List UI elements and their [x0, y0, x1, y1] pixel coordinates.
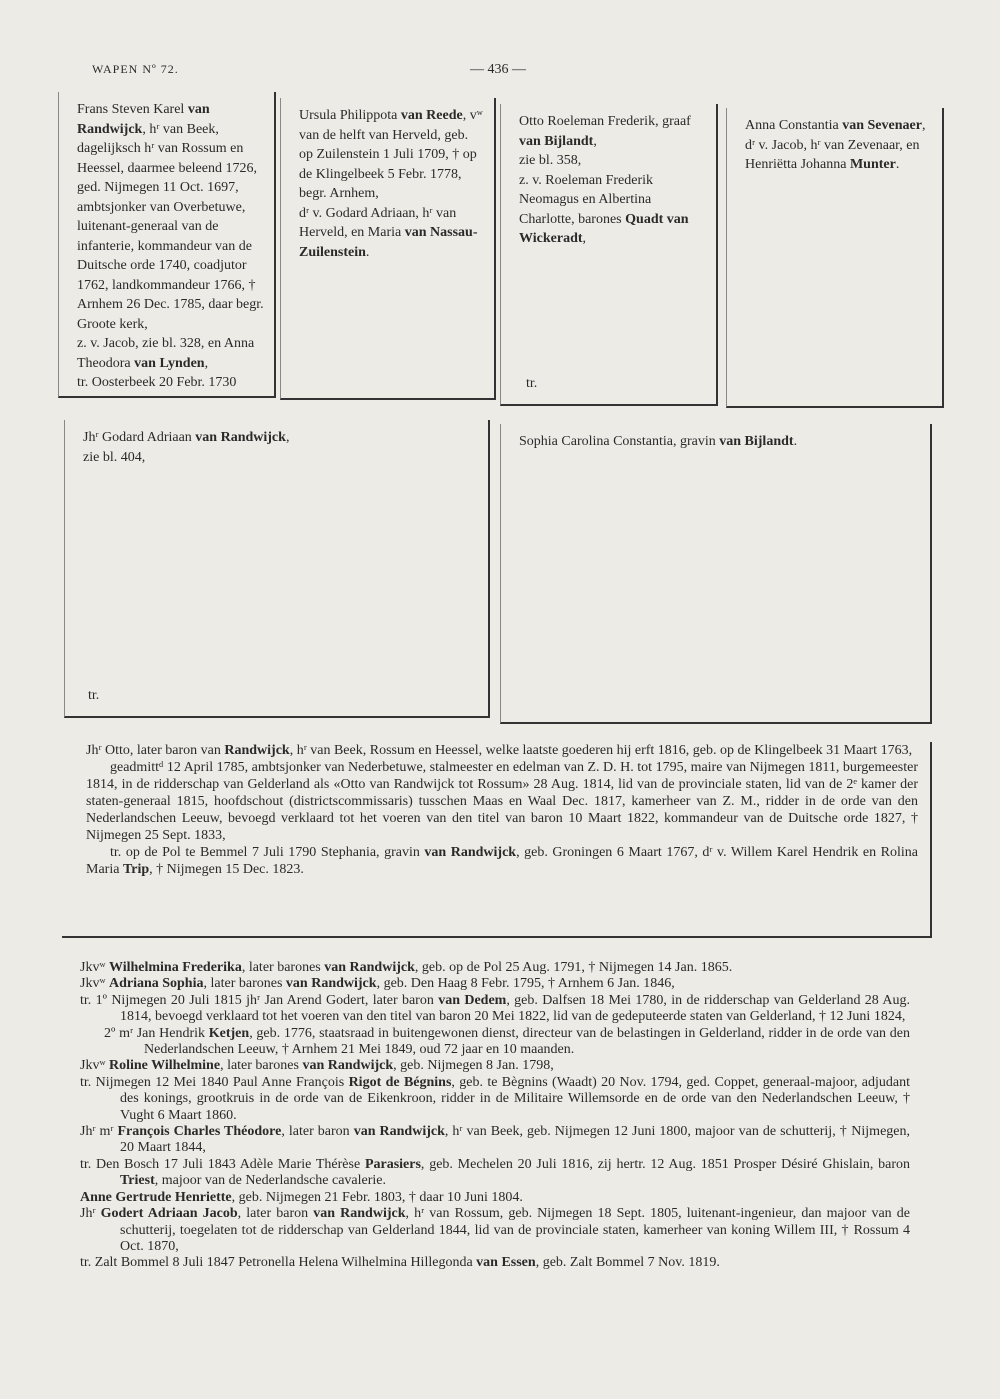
list-item: tr. 1º Nijmegen 20 Juli 1815 jhʳ Jan Arend Godert, later baron van Dedem, geb. Dalfsen 18 Mei 1780, in de ridderschap van Gelderland 28 Aug. 1814, bevoegd verklaard tot het voeren van den titel van baron 20 Mei 1822, lid van de gedeputeerde staten van Gelderland, † 12 Juni 1824, — [80, 992, 910, 1025]
list-item: tr. Zalt Bommel 8 Juli 1847 Petronella Helena Wilhelmina Hillegonda van Essen, geb. Zalt Bommel 7 Nov. 1819. — [80, 1255, 720, 1271]
list-item: Jkvʷ Roline Wilhelmine, later barones van Randwijck, geb. Nijmegen 8 Jan. 1798, — [80, 1058, 554, 1074]
genealogy-box-sophia: Sophia Carolina Constantia, gravin van Bijlandt. — [500, 424, 932, 724]
list-item: Jhʳ mʳ François Charles Théodore, later baron van Randwijck, hʳ van Beek, geb. Nijmegen 12 Juni 1800, majoor van de schutterij, † Nijmegen, 20 Maart 1844, — [80, 1124, 911, 1156]
list-item: tr. Nijmegen 12 Mei 1840 Paul Anne François Rigot de Bégnins, geb. te Bègnins (Waadt) 20 Nov. 1794, ged. Coppet, generaal-majoor, adjudant des konings, grootkruis in de orde van de Eikenkroon, ridder in de Militaire Willemsorde en de orde van den Nederlandschen Leeuw, † Vught 6 Maart 1860. — [80, 1074, 911, 1123]
arms-number: WAPEN Nº 72. — [92, 62, 179, 76]
box-marriage-tr: tr. — [88, 688, 100, 703]
list-item: tr. Den Bosch 17 Juli 1843 Adèle Marie Thérèse Parasiers, geb. Mechelen 20 Juli 1816, zij hertr. 12 Aug. 1851 Prosper Désiré Ghislain, baron Triest, majoor van de Nederlandsche cavalerie. — [80, 1156, 911, 1189]
genealogy-box-ursula: Ursula Philippota van Reede, vʷ van de helft van Herveld, geb. op Zuilenstein 1 Juli 1709, † op de Klingelbeek 5 Febr. 1778, begr. Arnhem, dʳ v. Godard Adriaan, hʳ van Herveld, en Maria van Nassau-Zuilenstein. — [280, 98, 496, 400]
children-list — [80, 960, 910, 1272]
list-item: Jkvʷ Wilhelmina Frederika, later barones van Randwijck, geb. op de Pol 25 Aug. 1791, † Nijmegen 14 Jan. 1865. — [80, 960, 733, 975]
list-item: Jkvʷ Adriana Sophia, later barones van Randwijck, geb. Den Haag 8 Febr. 1795, † Arnhem 6 Jan. 1846, — [80, 976, 675, 992]
genealogy-box-otto-roeleman: Otto Roeleman Frederik, graaf van Bijlandt, zie bl. 358, z. v. Roeleman Frederik Neomagus en Albertina Charlotte, barones Quadt van Wickeradt, — [500, 104, 718, 406]
list-item: Anne Gertrude Henriette, geb. Nijmegen 21 Febr. 1803, † daar 10 Juni 1804. — [80, 1189, 523, 1205]
genealogy-box-anna-constantia: Anna Constantia van Sevenaer, dʳ v. Jacob, hʳ van Zevenaar, en Henriëtta Johanna Munter. — [726, 108, 944, 408]
list-item: Jhʳ Godert Adriaan Jacob, later baron van Randwijck, hʳ van Rossum, geb. Nijmegen 18 Sept. 1805, luitenant-ingenieur, dan majoor van de schutterij, toegelaten tot de ridderschap van Gelderland 1844, lid van de provinciale staten, kamerheer van koning Willem III, † Rossum 4 Oct. 1870, — [80, 1206, 910, 1254]
page-number: — 436 — — [470, 62, 526, 77]
genealogy-box-otto-baron: Jhʳ Otto, later baron van Randwijck, hʳ van Beek, Rossum en Heessel, welke laatste goederen hij erft 1816, geb. op de Klingelbeek 31 Maart 1763, geadmittᵈ 12 April 1785, ambtsjonker van Nederbetuwe, stalmeester en edelman van Z. D. H. tot 1795, maire van Nijmegen 1811, burgemeester 1814, in de ridderschap van Gelderland als «Otto van Randwijck tot Rossum» 28 Aug. 1814, lid van de provinciale staten, lid van de 2ᵉ kamer der staten-generaal 1815, hoofdschout (districtscommissaris) tusschen Maas en Waal Dec. 1817, kamerheer van Z. M., ridder in de orde van den Nederlandschen Leeuw, bevoegd verklaard tot het voeren van den titel van baron 10 Maart 1822, kommandeur van de Duitsche orde 1827, † Nijmegen 25 Sept. 1833, tr. op de Pol te Bemmel 7 Juli 1790 Stephania, gravin van Randwijck, geb. Groningen 6 Maart 1767, dʳ v. Willem Karel Hendrik en Rolina Maria Trip, † Nijmegen 15 Dec. 1823. — [62, 742, 932, 938]
genealogy-box-godard: Jhʳ Godard Adriaan van Randwijck, zie bl. 404, — [64, 420, 490, 718]
list-item: 2º mʳ Jan Hendrik Ketjen, geb. 1776, staatsraad in buitengewonen dienst, directeur van de belastingen in Gelderland, ridder in de orde van den Nederlandschen Leeuw, † Arnhem 21 Mei 1849, oud 72 jaar en 10 maanden. — [104, 1025, 910, 1058]
box-marriage-tr: tr. — [526, 376, 538, 391]
genealogy-box-frans: Frans Steven Karel van Randwijck, hʳ van Beek, dagelijksch hʳ van Rossum en Heessel, daarmee beleend 1726, ged. Nijmegen 11 Oct. 1697, ambtsjonker van Overbetuwe, luitenant-generaal van de infanterie, kommandeur van de Duitsche orde 1740, coadjutor 1762, landkommandeur 1766, † Arnhem 26 Dec. 1785, daar begr. Groote kerk, z. v. Jacob, zie bl. 328, en Anna Theodora van Lynden, tr. Oosterbeek 20 Febr. 1730 — [58, 92, 276, 398]
